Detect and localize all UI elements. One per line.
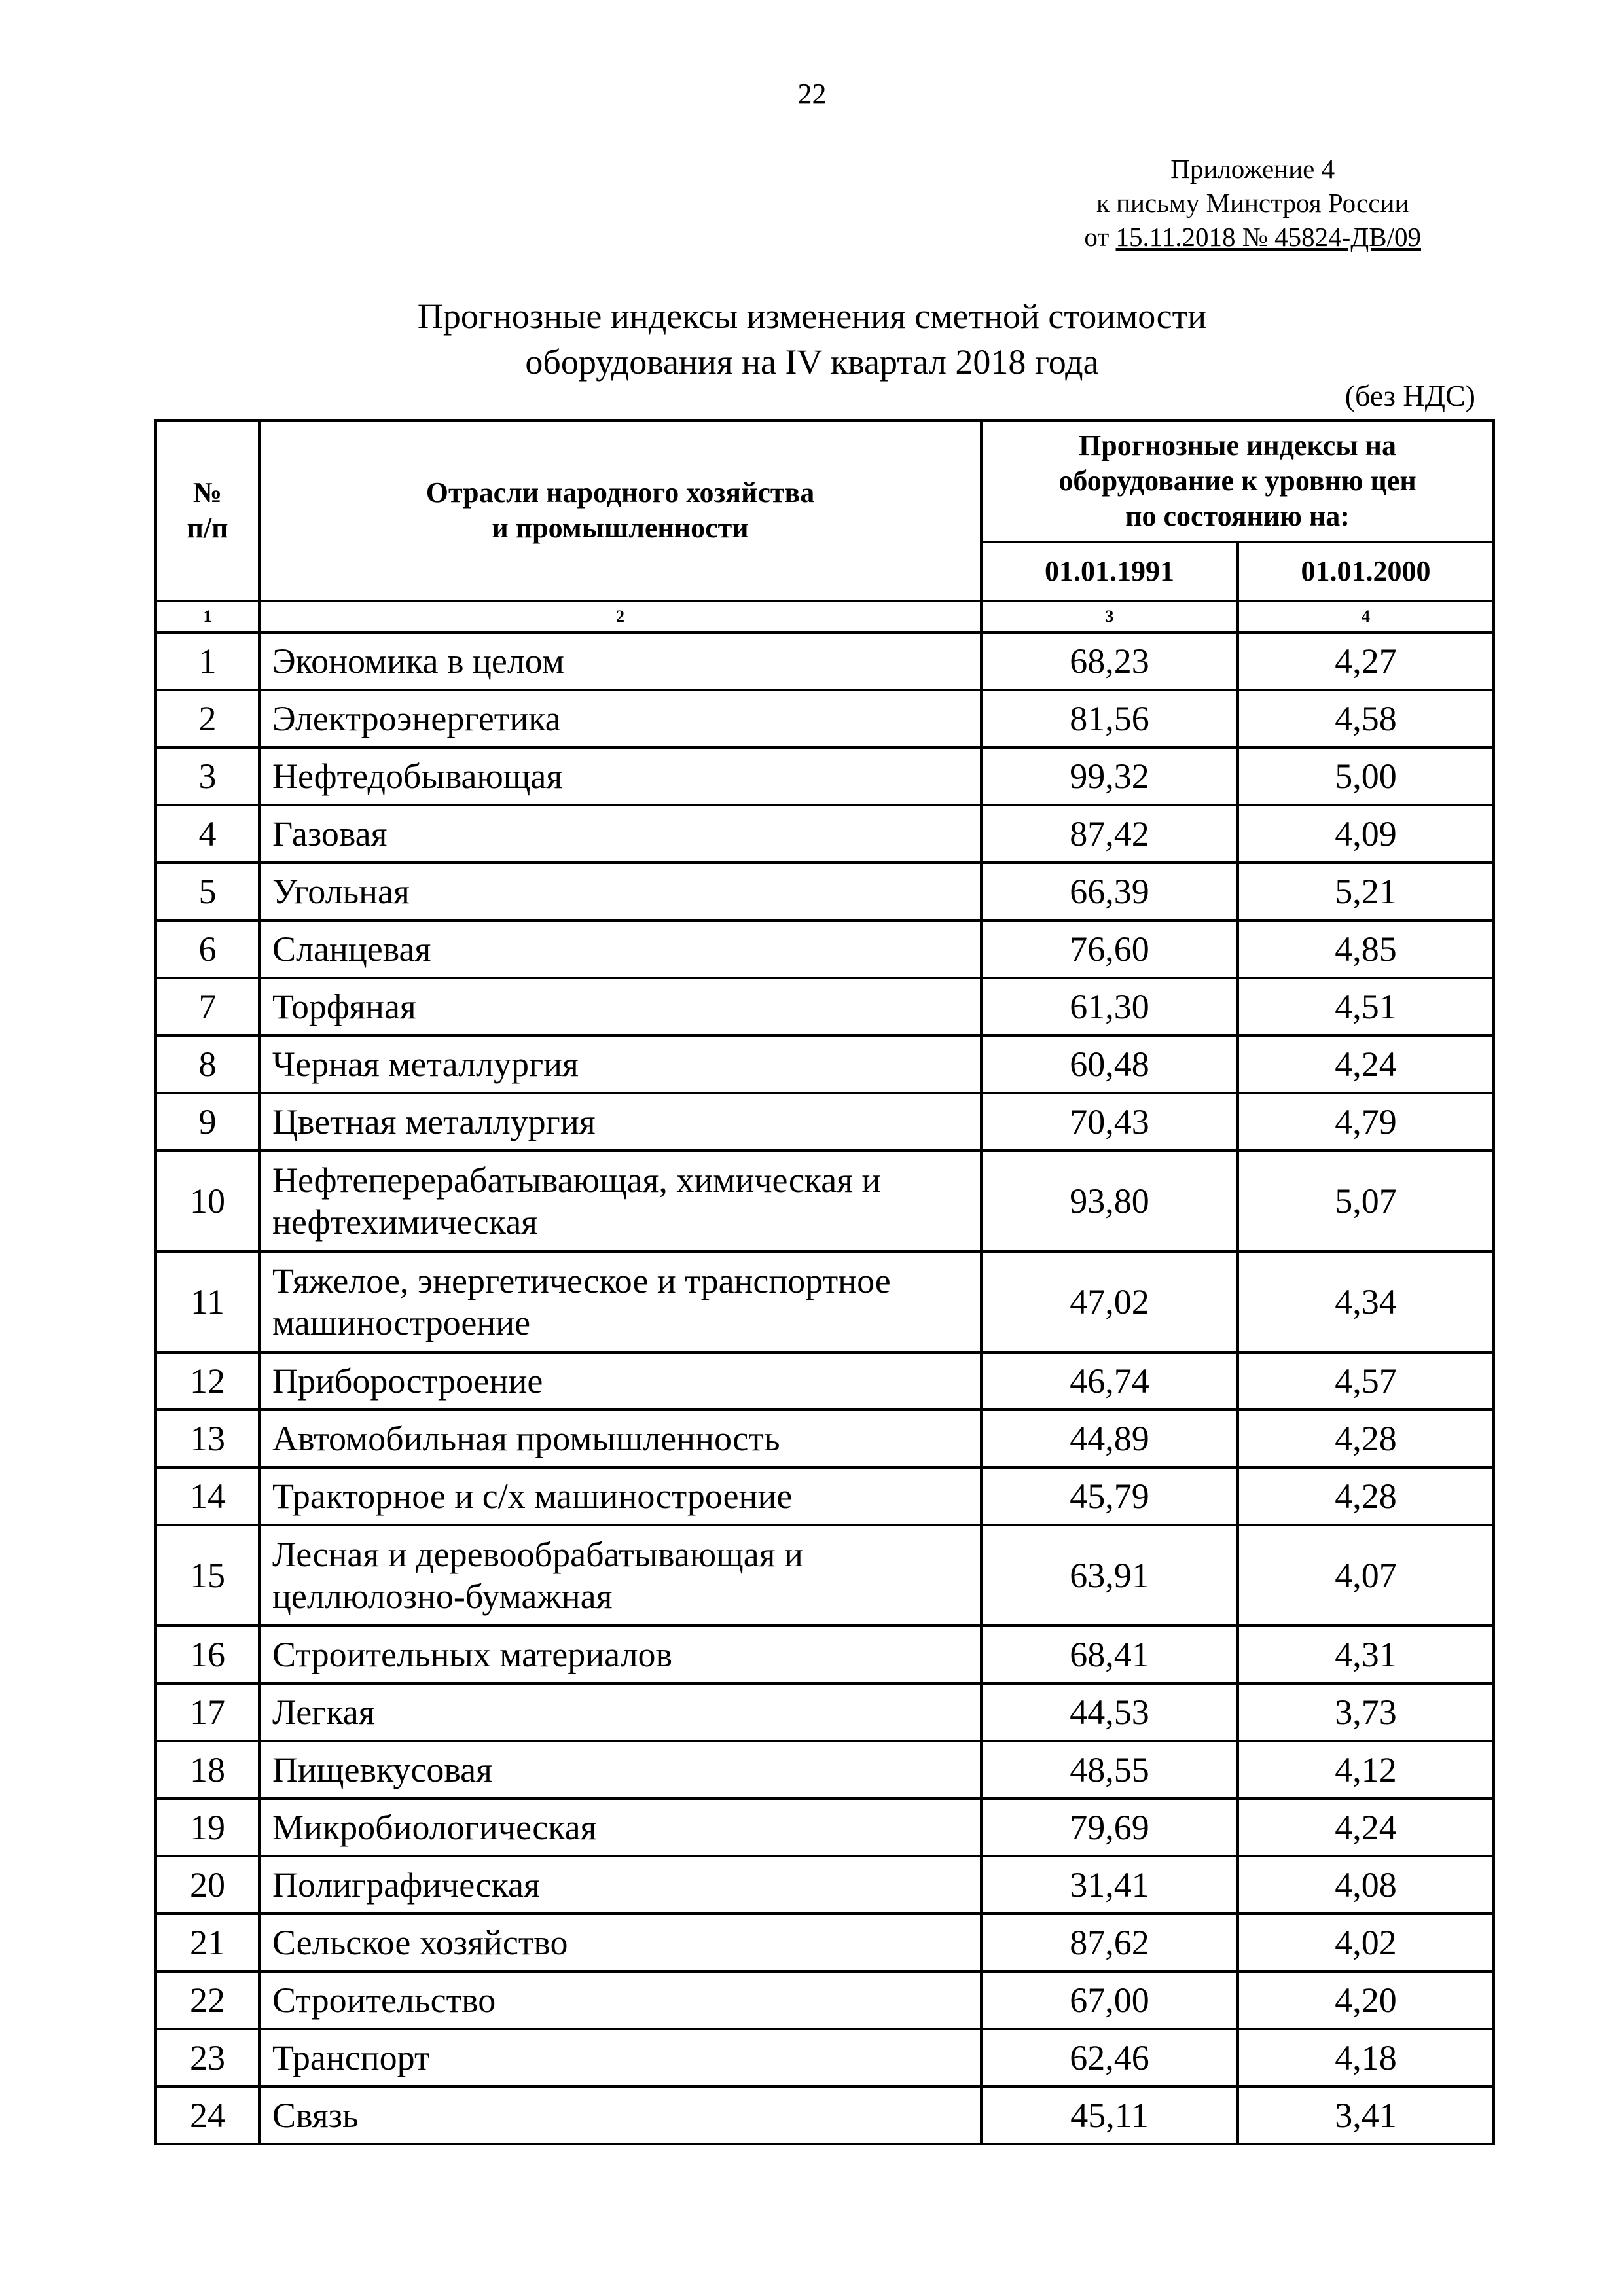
index-table — [154, 419, 1495, 2145]
row-sector-name: Легкая — [259, 1683, 981, 1741]
row-sector-name: Газовая — [259, 805, 981, 863]
row-number: 21 — [156, 1914, 259, 1971]
row-number: 22 — [156, 1971, 259, 2029]
row-sector-name: Строительство — [259, 1971, 981, 2029]
row-index-1991: 63,91 — [981, 1525, 1238, 1626]
row-sector-name: Приборостроение — [259, 1352, 981, 1410]
table-row — [156, 1093, 1494, 1151]
row-number: 5 — [156, 863, 259, 920]
table-row — [156, 1467, 1494, 1525]
row-sector-name: Тракторное и с/х машиностроение — [259, 1467, 981, 1525]
row-index-1991: 44,89 — [981, 1410, 1238, 1467]
row-sector-name: Сельское хозяйство — [259, 1914, 981, 1971]
table-row — [156, 1914, 1494, 1971]
title-line2: оборудования на IV квартал 2018 года — [525, 342, 1099, 382]
row-number: 24 — [156, 2087, 259, 2144]
table-row — [156, 690, 1494, 747]
row-index-1991: 68,41 — [981, 1626, 1238, 1683]
row-sector-name: Нефтедобывающая — [259, 747, 981, 805]
row-index-1991: 99,32 — [981, 747, 1238, 805]
row-index-2000: 4,28 — [1238, 1410, 1494, 1467]
table-row — [156, 1799, 1494, 1856]
row-index-2000: 4,09 — [1238, 805, 1494, 863]
row-number: 6 — [156, 920, 259, 978]
table-row — [156, 1151, 1494, 1251]
row-number: 1 — [156, 632, 259, 690]
row-number: 17 — [156, 1683, 259, 1741]
table-row — [156, 632, 1494, 690]
row-sector-name: Строительных материалов — [259, 1626, 981, 1683]
row-index-2000: 4,20 — [1238, 1971, 1494, 2029]
appendix-line2: к письму Минстроя России — [1096, 188, 1409, 218]
row-sector-name: Микробиологическая — [259, 1799, 981, 1856]
row-number: 7 — [156, 978, 259, 1035]
row-number: 18 — [156, 1741, 259, 1799]
row-number: 23 — [156, 2029, 259, 2087]
row-index-2000: 5,00 — [1238, 747, 1494, 805]
row-index-1991: 68,23 — [981, 632, 1238, 690]
row-sector-name: Автомобильная промышленность — [259, 1410, 981, 1467]
table-row — [156, 2087, 1494, 2144]
row-index-2000: 4,28 — [1238, 1467, 1494, 1525]
row-index-1991: 45,79 — [981, 1467, 1238, 1525]
row-sector-name: Цветная металлургия — [259, 1093, 981, 1151]
row-index-1991: 93,80 — [981, 1151, 1238, 1251]
row-index-1991: 62,46 — [981, 2029, 1238, 2087]
header-date-1991: 01.01.1991 — [981, 542, 1238, 601]
table-row — [156, 1251, 1494, 1352]
row-number: 12 — [156, 1352, 259, 1410]
appendix-date: 15.11.2018 — [1115, 222, 1242, 252]
row-number: 4 — [156, 805, 259, 863]
page-number: 22 — [797, 78, 827, 110]
row-sector-name: Угольная — [259, 863, 981, 920]
row-sector-name: Лесная и деревообрабатывающая и целлюлозно-бумажная — [259, 1525, 981, 1626]
row-index-1991: 67,00 — [981, 1971, 1238, 2029]
appendix-block — [1084, 152, 1421, 254]
row-number: 9 — [156, 1093, 259, 1151]
appendix-line1: Приложение 4 — [1170, 154, 1335, 184]
title-line1: Прогнозные индексы изменения сметной стоимости — [417, 296, 1207, 336]
table-row — [156, 1683, 1494, 1741]
row-index-2000: 4,51 — [1238, 978, 1494, 1035]
table-row — [156, 1741, 1494, 1799]
row-index-1991: 47,02 — [981, 1251, 1238, 1352]
document-title — [0, 293, 1624, 385]
row-index-2000: 4,34 — [1238, 1251, 1494, 1352]
vat-note: (без НДС) — [1344, 379, 1475, 412]
row-index-1991: 48,55 — [981, 1741, 1238, 1799]
appendix-letter-number: № 45824-ДВ/09 — [1242, 222, 1421, 252]
table-row — [156, 1856, 1494, 1914]
table-row — [156, 805, 1494, 863]
row-index-2000: 3,73 — [1238, 1683, 1494, 1741]
table-row — [156, 1035, 1494, 1093]
row-index-2000: 4,57 — [1238, 1352, 1494, 1410]
row-index-2000: 4,79 — [1238, 1093, 1494, 1151]
row-number: 2 — [156, 690, 259, 747]
row-sector-name: Нефтеперерабатывающая, химическая и нефтехимическая — [259, 1151, 981, 1251]
row-sector-name: Торфяная — [259, 978, 981, 1035]
row-index-1991: 44,53 — [981, 1683, 1238, 1741]
row-index-1991: 45,11 — [981, 2087, 1238, 2144]
row-index-2000: 4,18 — [1238, 2029, 1494, 2087]
row-index-2000: 4,27 — [1238, 632, 1494, 690]
row-number: 19 — [156, 1799, 259, 1856]
table-row — [156, 1525, 1494, 1626]
row-number: 14 — [156, 1467, 259, 1525]
row-sector-name: Пищевкусовая — [259, 1741, 981, 1799]
row-index-2000: 4,07 — [1238, 1525, 1494, 1626]
table-row — [156, 1626, 1494, 1683]
row-index-1991: 87,42 — [981, 805, 1238, 863]
row-number: 11 — [156, 1251, 259, 1352]
row-number: 20 — [156, 1856, 259, 1914]
row-sector-name: Электроэнергетика — [259, 690, 981, 747]
row-index-2000: 4,58 — [1238, 690, 1494, 747]
row-index-1991: 76,60 — [981, 920, 1238, 978]
appendix-line3 — [1084, 220, 1421, 254]
row-number: 13 — [156, 1410, 259, 1467]
column-number: 2 — [259, 601, 981, 632]
row-sector-name: Полиграфическая — [259, 1856, 981, 1914]
table-row — [156, 920, 1494, 978]
table-row — [156, 1352, 1494, 1410]
row-sector-name: Тяжелое, энергетическое и транспортное машиностроение — [259, 1251, 981, 1352]
header-indices: Прогнозные индексы на оборудование к уровню цен по состоянию на: — [981, 420, 1494, 542]
column-number: 3 — [981, 601, 1238, 632]
row-index-2000: 4,85 — [1238, 920, 1494, 978]
row-index-1991: 81,56 — [981, 690, 1238, 747]
row-index-1991: 31,41 — [981, 1856, 1238, 1914]
row-sector-name: Экономика в целом — [259, 632, 981, 690]
header-sector: Отрасли народного хозяйства и промышленности — [259, 420, 981, 601]
row-index-1991: 87,62 — [981, 1914, 1238, 1971]
header-number: № п/п — [156, 420, 259, 601]
row-number: 15 — [156, 1525, 259, 1626]
column-number: 1 — [156, 601, 259, 632]
row-index-1991: 79,69 — [981, 1799, 1238, 1856]
row-index-2000: 5,21 — [1238, 863, 1494, 920]
row-index-2000: 4,02 — [1238, 1914, 1494, 1971]
row-sector-name: Черная металлургия — [259, 1035, 981, 1093]
column-number-row — [156, 601, 1494, 632]
row-index-2000: 4,12 — [1238, 1741, 1494, 1799]
row-index-2000: 4,08 — [1238, 1856, 1494, 1914]
row-index-1991: 61,30 — [981, 978, 1238, 1035]
row-number: 8 — [156, 1035, 259, 1093]
row-index-1991: 60,48 — [981, 1035, 1238, 1093]
row-number: 10 — [156, 1151, 259, 1251]
table-row — [156, 2029, 1494, 2087]
row-index-2000: 4,24 — [1238, 1799, 1494, 1856]
row-sector-name: Сланцевая — [259, 920, 981, 978]
row-index-2000: 4,31 — [1238, 1626, 1494, 1683]
table-row — [156, 863, 1494, 920]
table-row — [156, 747, 1494, 805]
table-row — [156, 1410, 1494, 1467]
row-index-2000: 5,07 — [1238, 1151, 1494, 1251]
table-row — [156, 1971, 1494, 2029]
table-row — [156, 978, 1494, 1035]
row-index-1991: 46,74 — [981, 1352, 1238, 1410]
column-number: 4 — [1238, 601, 1494, 632]
header-date-2000: 01.01.2000 — [1238, 542, 1494, 601]
row-index-2000: 4,24 — [1238, 1035, 1494, 1093]
row-index-1991: 70,43 — [981, 1093, 1238, 1151]
row-index-1991: 66,39 — [981, 863, 1238, 920]
row-sector-name: Связь — [259, 2087, 981, 2144]
row-sector-name: Транспорт — [259, 2029, 981, 2087]
row-index-2000: 3,41 — [1238, 2087, 1494, 2144]
appendix-date-prefix: от — [1084, 222, 1116, 252]
row-number: 3 — [156, 747, 259, 805]
row-number: 16 — [156, 1626, 259, 1683]
